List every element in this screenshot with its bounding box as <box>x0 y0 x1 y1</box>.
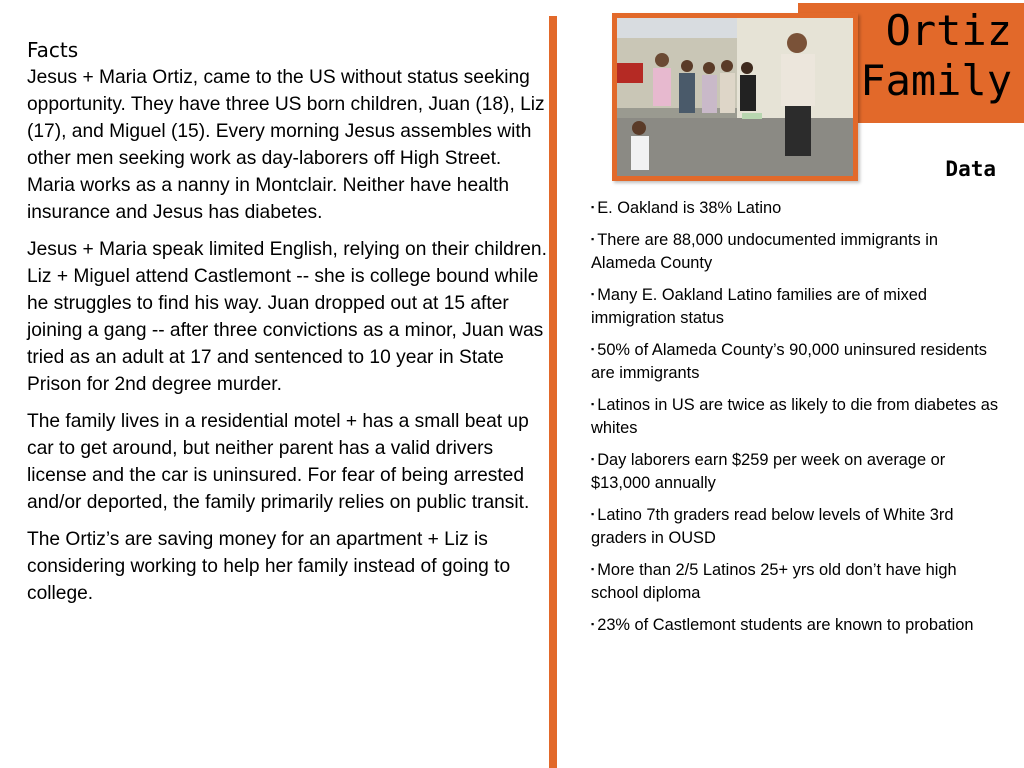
title-line-2: Family <box>860 56 1012 105</box>
family-photo-image <box>617 18 853 176</box>
vertical-divider <box>549 16 557 768</box>
title-line-1: Ortiz <box>885 6 1012 55</box>
data-list <box>591 196 1001 644</box>
data-item-text: 50% of Alameda County’s 90,000 uninsured residents are immigrants <box>591 340 987 382</box>
data-list-item <box>591 283 1001 331</box>
bullet-icon: ▪ <box>591 202 595 212</box>
data-item-text: E. Oakland is 38% Latino <box>597 199 782 217</box>
data-item-text: Latinos in US are twice as likely to die from diabetes as whites <box>591 395 999 437</box>
data-item-text: Latino 7th graders read below levels of White 3rd graders in OUSD <box>591 505 954 547</box>
data-list-item <box>591 613 1001 638</box>
facts-paragraph: The Ortiz’s are saving money for an apartment + Liz is considering working to help her family instead of going to college. <box>27 529 511 604</box>
data-item-text: Many E. Oakland Latino families are of mixed immigration status <box>591 285 927 327</box>
data-item-text: There are 88,000 undocumented immigrants in Alameda County <box>591 230 938 272</box>
bullet-icon: ▪ <box>591 563 595 574</box>
facts-paragraph: The family lives in a residential motel + has a small beat up car to get around, but neither parent has a valid drivers license and the car is uninsured. For fear of being arrested and/or deported, the family primarily relies on public transit. <box>27 411 530 513</box>
page-title <box>860 6 1012 106</box>
family-photo <box>612 13 858 181</box>
data-list-item <box>591 228 1001 276</box>
bullet-icon: ▪ <box>591 398 595 409</box>
data-item-text: More than 2/5 Latinos 25+ yrs old don’t have high school diploma <box>591 560 957 602</box>
data-list-item <box>591 503 1001 551</box>
facts-paragraph: Jesus + Maria speak limited English, relying on their children. Liz + Miguel attend Castlemont -- she is college bound while he struggles to find his way. Juan dropped out at 15 after joining a gang -- after three convictions as a minor, Juan was tried as an adult at 17 and sentenced to 10 year in State Prison for 2nd degree murder. <box>27 239 547 395</box>
facts-section <box>27 36 547 617</box>
data-list-item <box>591 393 1001 441</box>
bullet-icon: ▪ <box>591 233 595 244</box>
bullet-icon: ▪ <box>591 288 595 299</box>
bullet-icon: ▪ <box>591 453 595 464</box>
bullet-icon: ▪ <box>591 618 595 629</box>
facts-paragraph: Jesus + Maria Ortiz, came to the US without status seeking opportunity. They have three US born children, Juan (18), Liz (17), and Miguel (15). Every morning Jesus assembles with other men seeking work as day-laborers off High Street. Maria works as a nanny in Montclair. Neither have health insurance and Jesus has diabetes. <box>27 67 545 223</box>
data-item-text: Day laborers earn $259 per week on average or $13,000 annually <box>591 450 946 492</box>
data-item-text: 23% of Castlemont students are known to probation <box>597 615 974 634</box>
facts-heading: Facts <box>27 38 79 62</box>
data-list-item <box>591 338 1001 386</box>
data-heading: Data <box>945 157 996 181</box>
data-list-item <box>591 196 1001 221</box>
bullet-icon: ▪ <box>591 508 595 519</box>
data-list-item <box>591 448 1001 496</box>
data-list-item <box>591 558 1001 606</box>
bullet-icon: ▪ <box>591 343 595 354</box>
